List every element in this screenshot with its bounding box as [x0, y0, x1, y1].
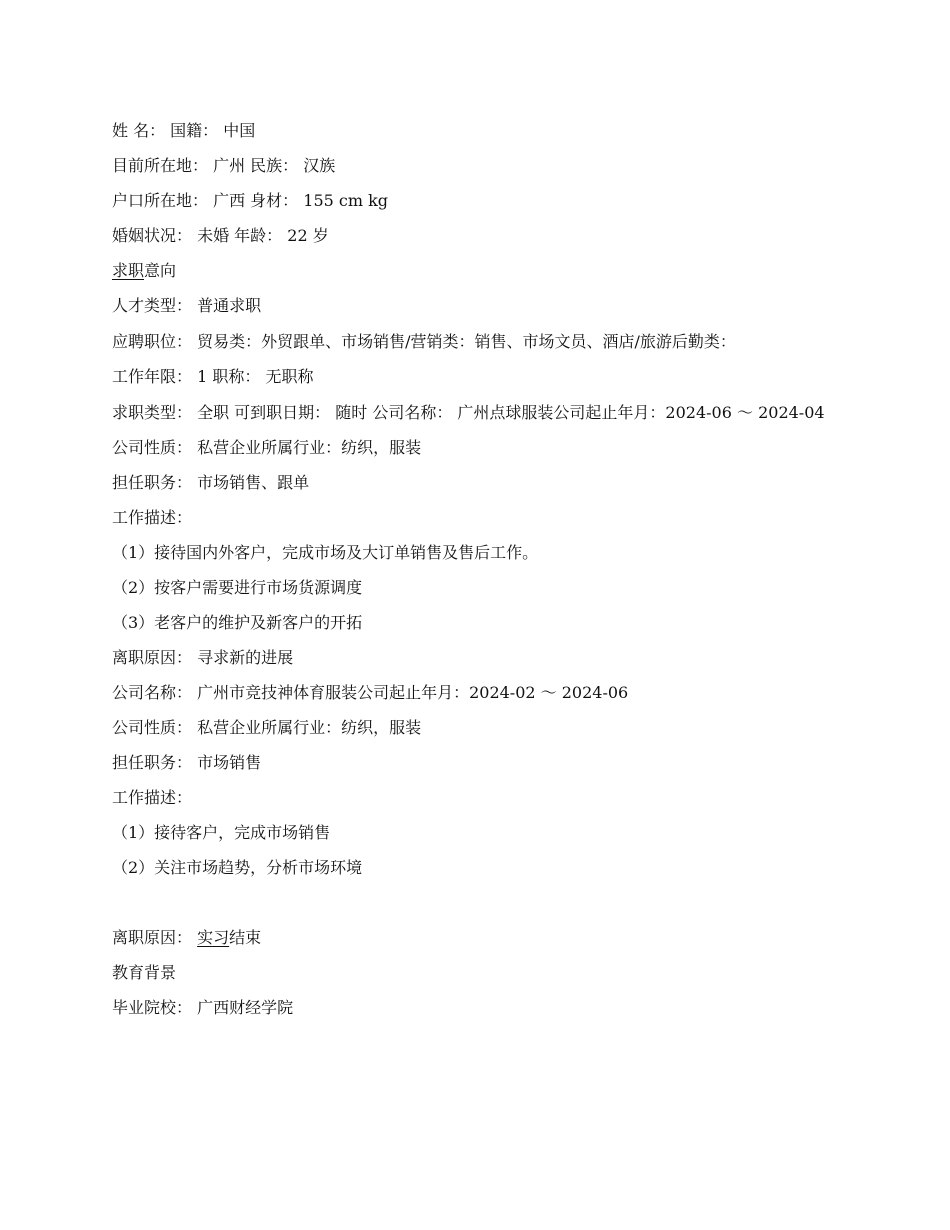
- leave-reason-label: 离职原因：: [112, 928, 198, 947]
- job-duty-2-2: （2）关注市场趋势，分析市场环境: [112, 858, 363, 877]
- job-duty-1-1: （1）接待国内外客户，完成市场及大订单销售及售后工作。: [112, 543, 539, 562]
- job-intention-heading: [112, 262, 842, 280]
- company-line-2: 公司名称： 广州市竞技神体育服装公司起止年月：2024-02 ～ 2024-06: [112, 683, 629, 702]
- internship-underlined: 实习: [197, 928, 230, 947]
- applied-positions-line: 应聘职位： 贸易类：外贸跟单、市场销售/营销类：销售、市场文员、酒店/旅游后勤类：: [112, 332, 736, 351]
- company-nature-line-1: 公司性质： 私营企业所属行业：纺织，服装: [112, 438, 422, 457]
- job-duty-1-3: （3）老客户的维护及新客户的开拓: [112, 613, 363, 632]
- position-line-1: 担任职务： 市场销售、跟单: [112, 473, 310, 492]
- job-duty-2-1: （1）接待客户，完成市场销售: [112, 823, 331, 842]
- position-line-2: 担任职务： 市场销售: [112, 753, 262, 772]
- company-nature-line-2: 公司性质： 私营企业所属行业：纺织，服装: [112, 718, 422, 737]
- job-description-label-1: 工作描述：: [112, 508, 193, 527]
- talent-type-line: 人才类型： 普通求职: [112, 296, 262, 315]
- job-intention-rest: 意向: [144, 261, 177, 280]
- job-description-label-2: 工作描述：: [112, 788, 193, 807]
- name-nationality-line: 姓 名： 国籍： 中国: [112, 121, 256, 140]
- job-intention-underlined: 求职: [112, 261, 145, 280]
- resume-document: [112, 122, 842, 1034]
- location-ethnicity-line: 目前所在地： 广州 民族： 汉族: [112, 156, 336, 175]
- leave-reason-rest: 结束: [229, 928, 262, 947]
- hukou-height-line: 户口所在地： 广西 身材： 155 cm kg: [112, 191, 389, 210]
- education-heading: 教育背景: [112, 963, 177, 982]
- work-years-title-line: 工作年限： 1 职称： 无职称: [112, 367, 314, 386]
- job-type-company-line: 求职类型： 全职 可到职日期： 随时 公司名称： 广州点球服装公司起止年月：2024-06 ～ 2024-04: [112, 403, 825, 422]
- blank-gap: [112, 894, 842, 929]
- graduate-school-line: 毕业院校： 广西财经学院: [112, 998, 294, 1017]
- job-duty-1-2: （2）按客户需要进行市场货源调度: [112, 578, 363, 597]
- leave-reason-line-2: [112, 929, 842, 947]
- marital-age-line: 婚姻状况： 未婚 年龄： 22 岁: [112, 226, 329, 245]
- leave-reason-line-1: 离职原因： 寻求新的进展: [112, 648, 294, 667]
